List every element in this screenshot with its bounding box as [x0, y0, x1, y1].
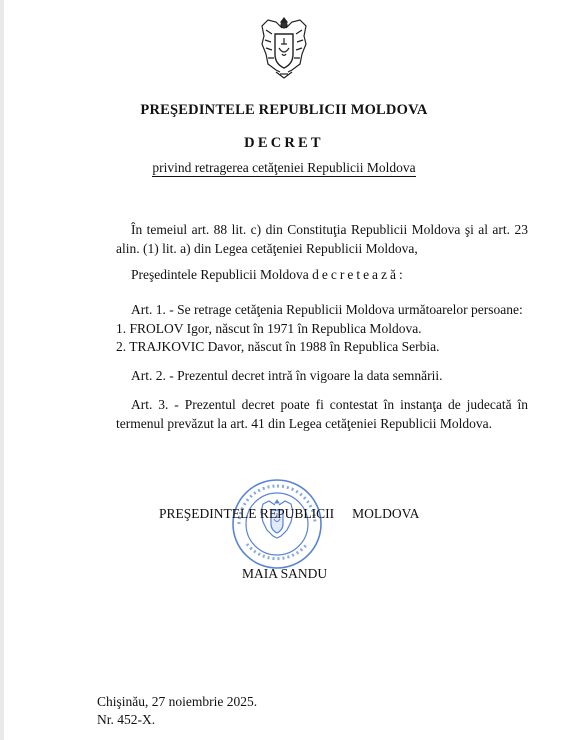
place-and-date: Chişinău, 27 noiembrie 2025.	[97, 694, 258, 709]
decree-subject-text: privind retragerea cetăţeniei Republicii Moldova	[152, 160, 416, 175]
list-item-person-2: 2. TRAJKOVIC Davor, născut în 1988 în Republica Serbia.	[116, 339, 440, 354]
signatory-title-part2: MOLDOVA	[352, 506, 420, 521]
decree-formula-subject: Preşedintele Republicii Moldova	[131, 267, 309, 282]
article-1: Art. 1. - Se retrage cetăţenia Republicii Moldova următoarelor persoane:	[131, 302, 523, 317]
decree-formula	[116, 265, 528, 284]
article-2: Art. 2. - Prezentul decret intră în vigoare la data semnării.	[131, 368, 443, 383]
official-seal-icon	[231, 478, 323, 570]
moldova-coat-of-arms-icon	[258, 14, 310, 82]
decree-subject	[0, 160, 568, 176]
decree-number: Nr. 452-X.	[97, 712, 156, 727]
list-item-person-1: 1. FROLOV Igor, născut în 1971 în Republica Moldova.	[116, 321, 422, 336]
signatory-name: MAIA SANDU	[242, 566, 328, 581]
preamble-paragraph: În temeiul art. 88 lit. c) din Constituţia Republicii Moldova şi al art. 23 alin. (1) lit. a) din Legea cetăţeniei Republicii Moldova,	[116, 222, 528, 256]
article-3: Art. 3. - Prezentul decret poate fi contestat în instanţa de judecată în termenul prevăzut la art. 41 din Legea cetăţeniei Republicii Moldova.	[116, 397, 528, 431]
decree-formula-verb: decretează:	[312, 267, 406, 282]
signatory-title	[159, 506, 419, 522]
institution-heading: PREŞEDINTELE REPUBLICII MOLDOVA	[140, 102, 428, 118]
document-type-heading: DECRET	[244, 135, 324, 151]
signatory-title-part1: PREŞEDINTELE REPUBLICII	[159, 506, 335, 521]
